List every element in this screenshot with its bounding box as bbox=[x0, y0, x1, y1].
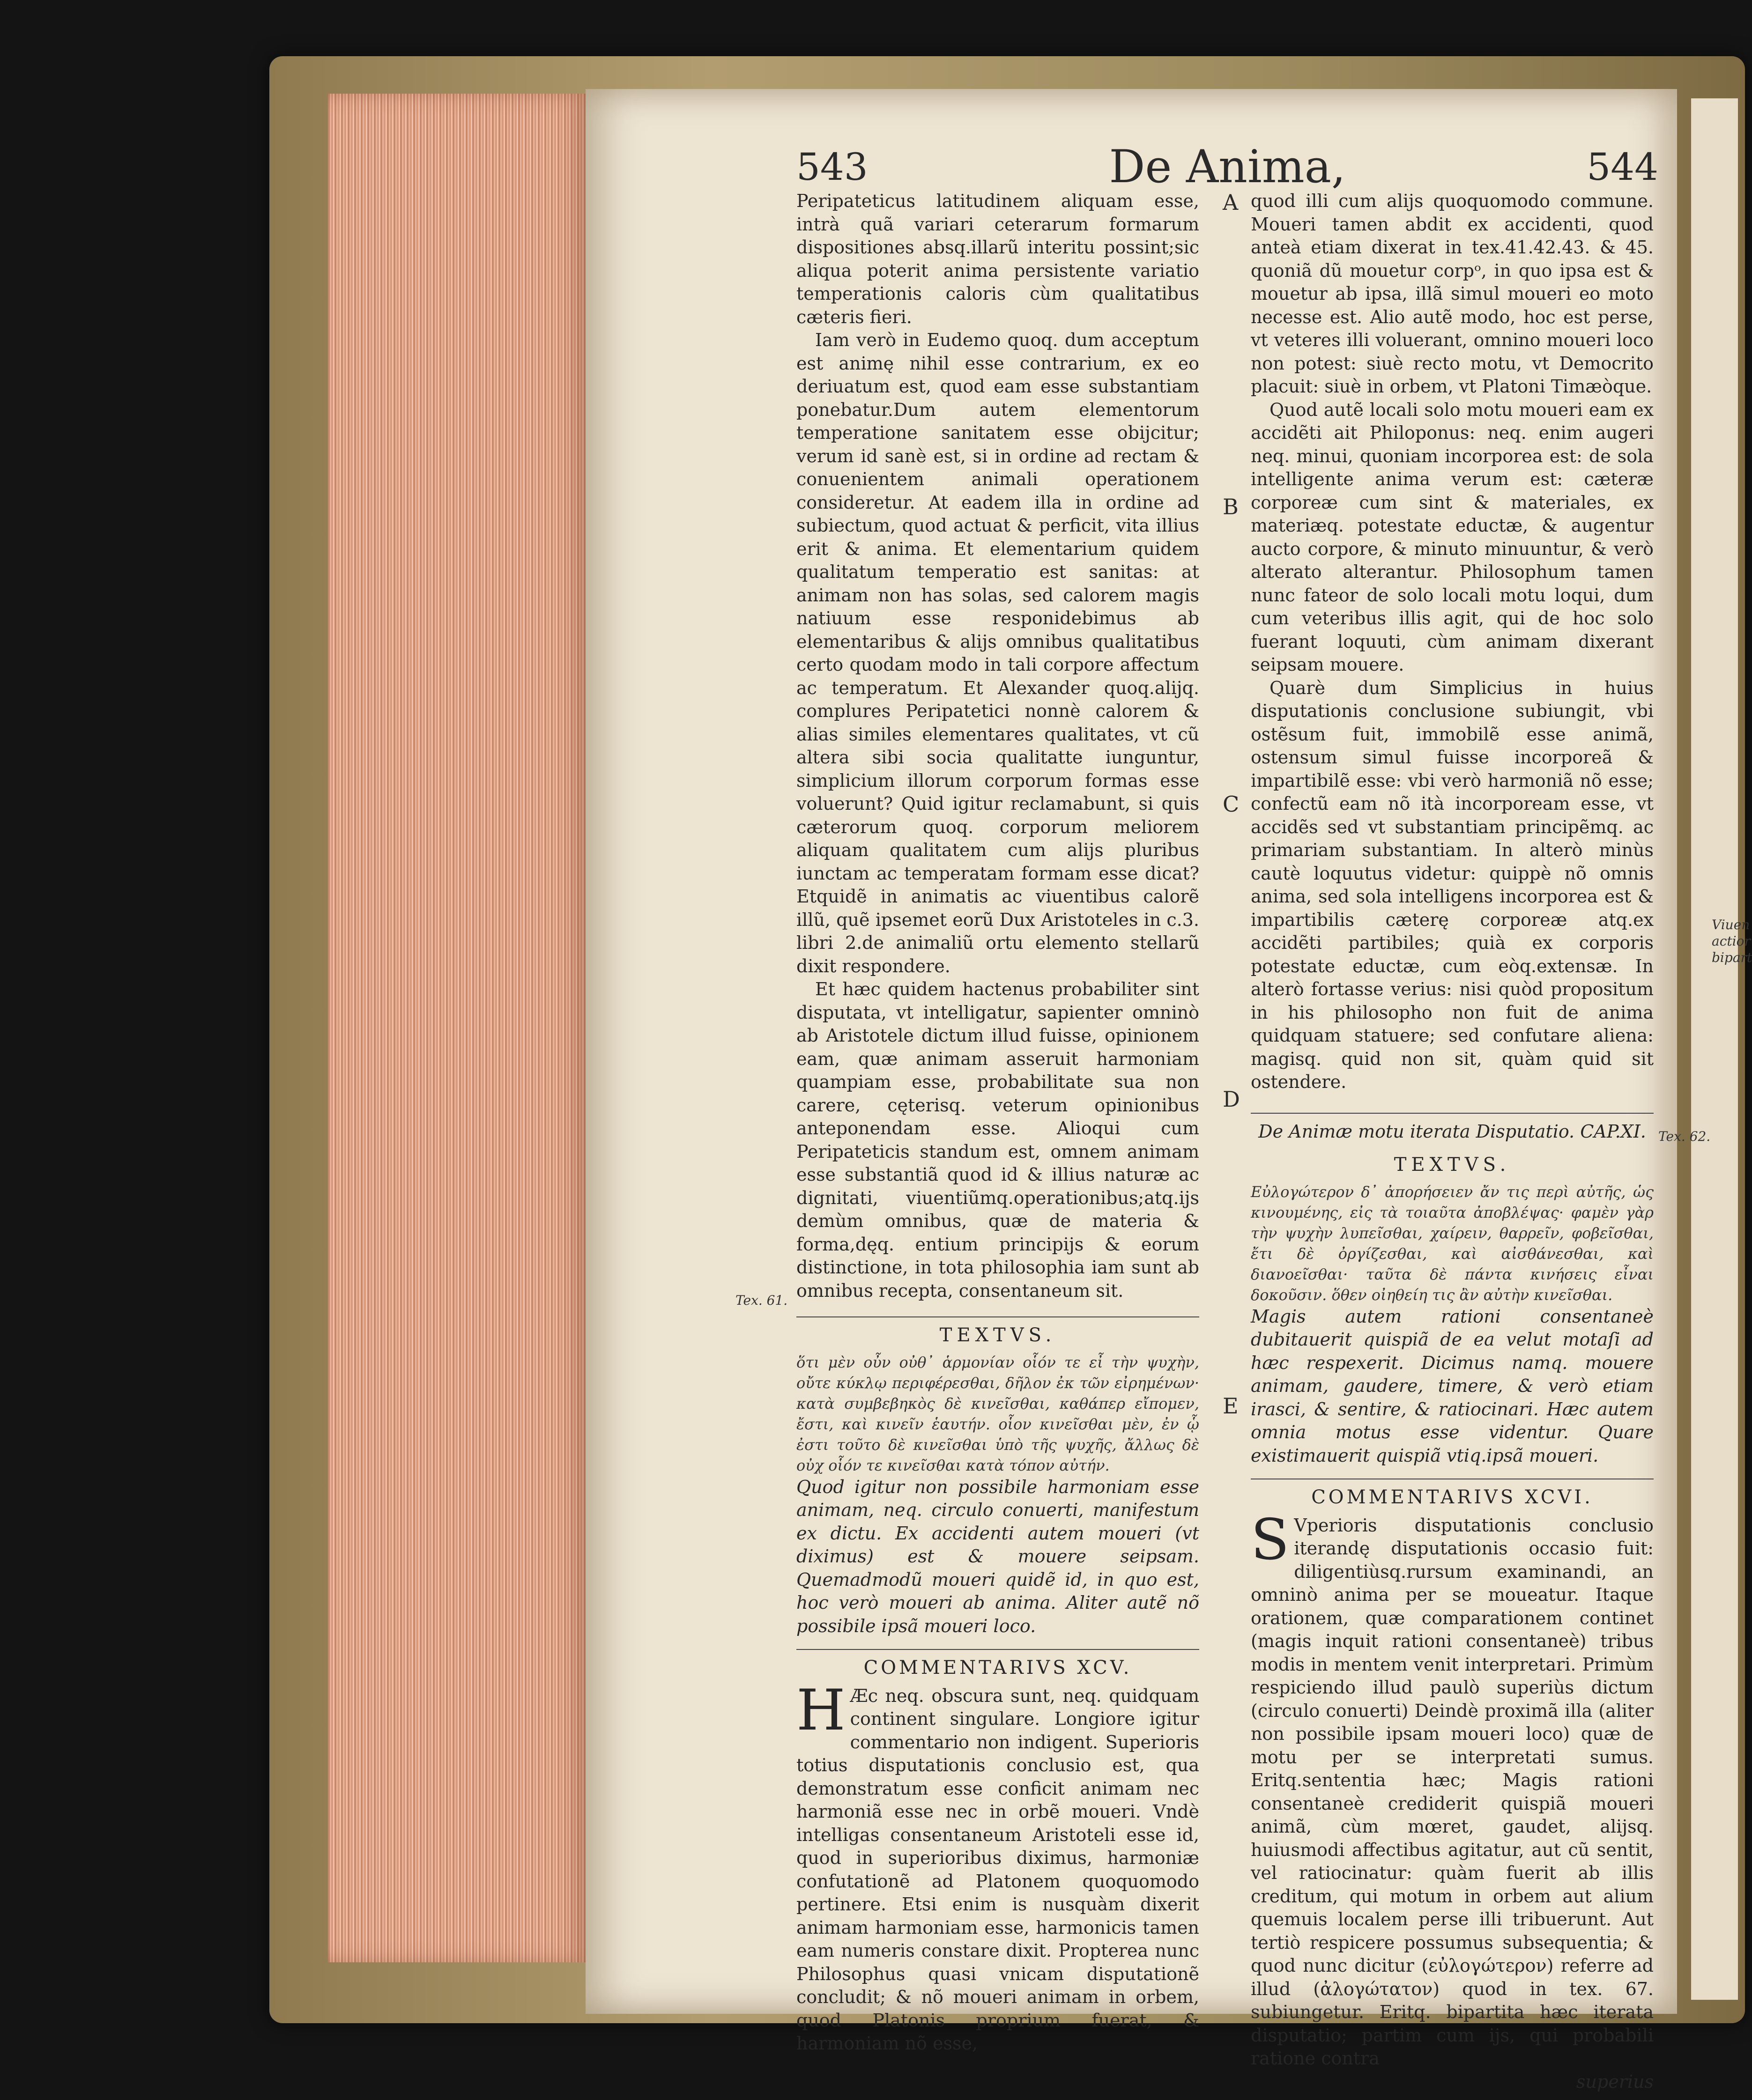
page-header bbox=[796, 140, 1658, 197]
margin-letter-b: B bbox=[1223, 494, 1239, 519]
chapter-heading: De Animæ motu iterata Disputatio. CAP.XI. bbox=[1251, 1113, 1654, 1144]
commentary-heading: COMMENTARIVS XCV. bbox=[796, 1649, 1199, 1680]
paragraph: Et hæc quidem hactenus probabiliter sint disputata, vt intelligatur, sapienter omninò ab Aristotele dictum illud fuisse, opinionem eam, quæ animam asseruit harmoniam quampiam esse, probabilitate sua non carere, cęterisq. veterum opinionibus anteponendam esse. Alioqui cum Peripateticis standum est, omnem animam esse substantiã quod id & illius naturæ ac dignitati, viuentiũmq.operationibus;atq.ijs demùm omnibus, quæ de materia & forma,dęq. entium principijs & eorum distinctione, in tota philosophia iam sunt ab omnibus recepta, consentaneum sit. bbox=[796, 979, 1199, 1301]
margin-letter-c: C bbox=[1223, 791, 1240, 817]
running-title: De Anima, bbox=[1109, 140, 1346, 193]
catchword: superius bbox=[1576, 2071, 1654, 2092]
greek-text: ὅτι μὲν οὖν οὐθ᾿ ἁρμονίαν οἷόν τε εἶ τὴν ψυχὴν, οὔτε κύκλῳ περιφέρεσθαι, δῆλον ἐκ τῶν εἰρημένων· κατὰ συμβεβηκὸς δὲ κινεῖσθαι, καθάπερ εἴπομεν, ἔστι, καὶ κινεῖν ἑαυτήν. οἷον κινεῖσθαι μὲν, ἐν ᾧ ἐστι τοῦτο δὲ κινεῖσθαι ὑπὸ τῆς ψυχῆς, ἄλλως δὲ οὐχ οἷόν τε κινεῖσθαι κατὰ τόπον αὐτήν. bbox=[796, 1353, 1199, 1474]
paragraph: Iam verò in Eudemo quoq. dum acceptum est animę nihil esse contrarium, ex eo deriuatum est, quod eam esse substantiam ponebatur.Dum autem elementorum temperatione sanitatem esse obijcitur; verum id sanè est, si in ordine ad rectam & conuenientem animali operationem consideretur. At eadem illa in ordine ad subiectum, quod actuat & perficit, vita illius erit & anima. Et elementarium quidem qualitatum temperatio est sanitas: at animam non has solas, sed calorem magis natiuum esse responidebimus ab elementaribus & alijs omnibus qualitatibus certo quodam modo in tali corpore affectum ac temperatum. Et Alexander quoq.alijq. complures Peripatetici nonnè calorem & alias similes elementares qualitates, vt cũ altera sibi socia qualitatte iunguntur, simplicium illorum corporum formas esse voluerunt? Quid igitur reclamabunt, si quis cæterorum quoq. corporum meliorem aliquam qualitatem cum alijs pluribus iunctam ac temperatam formam esse dicat? Etquidẽ in animatis ac viuentibus calorẽ illũ, quẽ ipsemet eorũ Dux Aristoteles in c.3. libri 2.de animaliũ ortu elemento stellarũ dixit respondere. bbox=[796, 330, 1199, 976]
margin-note: Tex. 62. bbox=[1658, 1129, 1711, 1144]
next-page-edge bbox=[1691, 98, 1752, 2000]
commentary-text: Vperioris disputationis conclusio iterandę disputationis occasio fuit: diligentiùsq.rursum examinandi, an omninò anima per se moueatur. Itaque orationem, quæ comparationem continet (magis inquit rationi consentaneè) tribus modis in mentem venit interpretari. Primùm respiciendo illud paulò superiùs dictum (circulo conuerti) Deindè proximã illa (aliter non possibile ipsam moueri loco) quæ de motu per se interpretati sumus. Eritq.sententia hæc; Magis rationi consentaneè crediderit quispiã moueri animã, cùm mœret, gaudet, alijsq. huiusmodi affectibus agitatur, aut cũ sentit, vel ratiocinatur: quàm fuerit ab illis creditum, qui motum in orbem aut alium quemuis localem perse illi tribuerunt. Aut tertiò respicere possumus subsequentia; & quod nunc dicitur (εὐλογώτερον) referre ad illud (ἀλογώτατον) quod in tex. 67. subiungetur. Eritq. bipartita hæc iterata disputatio; partim cum ijs, qui probabili ratione contra bbox=[1251, 1515, 1654, 2069]
next-page-fragment: actior bbox=[1712, 933, 1751, 949]
next-page-fragment: Viuen bbox=[1712, 917, 1750, 932]
right-column bbox=[1251, 190, 1654, 2093]
paragraph: Peripateticus latitudinem aliquam esse, intrà quã variari ceterarum formarum dispositiones absq.illarũ interitu possint;sic aliqua poterit anima persistente variatio temperationis caloris cùm qualitatibus cæteris fieri. bbox=[796, 191, 1199, 327]
drop-cap: S bbox=[1251, 1507, 1290, 1573]
left-column bbox=[796, 190, 1199, 2056]
paragraph: Quarè dum Simplicius in huius disputationis conclusione subiungit, vbi ostẽsum fuit, immobilẽ esse animã, ostensum simul fuisse incorporeã & impartibilẽ esse: vbi verò harmoniã nõ esse; confectũ eam nõ ità incorpoream esse, vt accidẽs sed vt substantiam principẽmq. ac primariam substantiam. In alterò minùs cautè loquutus videtur: quippè nõ omnis anima, sed sola intelligens incorporea est & impartibilis cæterę corporeæ atq.ex accidẽti partibiles; quià ex corporis potestate eductæ, cum eòq.extensæ. In alterò fortasse verius: nisi quòd propositum in his philosopho non fuit de anima quidquam statuere; sed confutare aliena: magisq. quid non sit, quàm quid sit ostendere. bbox=[1251, 677, 1654, 1092]
greek-text: Εὐλογώτερον δ᾿ ἀπορήσειεν ἄν τις περὶ αὐτῆς, ὡς κινουμένης, εἰς τὰ τοιαῦτα ἀποβλέψας· φαμὲν γὰρ τὴν ψυχὴν λυπεῖσθαι, χαίρειν, θαρρεῖν, φοβεῖσθαι, ἔτι δὲ ὀργίζεσθαι, καὶ αἰσθάνεσθαι, καὶ διανοεῖσθαι· ταῦτα δὲ πάντα κινήσεις εἶναι δοκοῦσιν. ὅθεν οἰηθείη τις ἂν αὐτὴν κινεῖσθαι. bbox=[1251, 1183, 1654, 1304]
latin-translation: Magis autem rationi consentaneè dubitauerit quispiã de ea velut motaſi ad hæc respexerit. Dicimus namq. mouere animam, gaudere, timere, & verò etiam irasci, & sentire, & ratiocinari. Hæc autem omnia motus esse videntur. Quare existimauerit quispiã vtiq.ipsã moueri. bbox=[1251, 1306, 1654, 1466]
page-edges bbox=[328, 94, 590, 1962]
margin-note: Tex. 61. bbox=[735, 1293, 788, 1308]
next-page-fragment: bipart bbox=[1712, 950, 1752, 965]
right-page-number: 544 bbox=[1587, 145, 1658, 189]
latin-translation: Quod igitur non possibile harmoniam esse animam, neq. circulo conuerti, manifestum ex dictu. Ex accidenti autem moueri (vt diximus) est & mouere seipsam. Quemadmodũ moueri quidẽ id, in quo est, hoc verò moueri ab anima. Aliter autẽ nõ possibile ipsã moueri loco. bbox=[796, 1476, 1199, 1636]
textus-heading: TEXTVS. bbox=[1394, 1154, 1511, 1176]
commentary-text: Æc neq. obscura sunt, neq. quidquam continent singulare. Longiore igitur commentario non indigent. Superioris totius disputationis conclusio est, qua demonstratum esse conficit animam nec harmoniã esse nec in orbẽ moueri. Vndè intelligas consentaneum Aristoteli esse id, quod in superioribus diximus, harmoniæ confutationẽ ad Platonem quoquomodo pertinere. Etsi enim is nusquàm dixerit animam harmoniam esse, harmonicis tamen eam numeris constare dixit. Propterea nunc Philosophus quasi vnicam disputationẽ concludit; & nõ moueri animam in orbem, quod Platonis proprium fuerat, & harmoniam nõ esse, bbox=[796, 1685, 1199, 2054]
paragraph: quod illi cum alijs quoquomodo commune. Moueri tamen abdit ex accidenti, quod anteà etiam dixerat in tex.41.42.43. & 45. quoniã dũ mouetur corpᵒ, in quo ipsa est & mouetur ab ipsa, illã simul moueri eo moto necesse est. Alio autẽ modo, hoc est perse, vt veteres illi voluerant, omnino moueri loco non potest: siuè recto motu, vt Democrito placuit: siuè in orbem, vt Platoni Timæòque. bbox=[1251, 191, 1654, 397]
margin-letter-e: E bbox=[1223, 1393, 1239, 1419]
paragraph: Quod autẽ locali solo motu moueri eam ex accidẽti ait Philoponus: neq. enim augeri neq. minui, quoniam incorporea est: de sola intelligente anima verum est: cæteræ corporeæ cum sint & materiales, ex materiæq. potestate eductæ, & augentur aucto corpore, & minuto minuuntur, & verò alterato alterantur. Philosophum tamen nunc fateor de solo locali motu loqui, dum cum veteribus illis agit, qui de hoc solo fuerant loquuti, cùm animam dixerant seipsam mouere. bbox=[1251, 399, 1654, 675]
commentary-heading: COMMENTARIVS XCVI. bbox=[1251, 1479, 1654, 1509]
drop-cap: H bbox=[796, 1678, 846, 1743]
left-page-number: 543 bbox=[796, 145, 868, 189]
margin-letter-d: D bbox=[1223, 1087, 1240, 1112]
margin-letter-a: A bbox=[1223, 190, 1239, 215]
textus-heading: TEXTVS. bbox=[796, 1316, 1199, 1347]
